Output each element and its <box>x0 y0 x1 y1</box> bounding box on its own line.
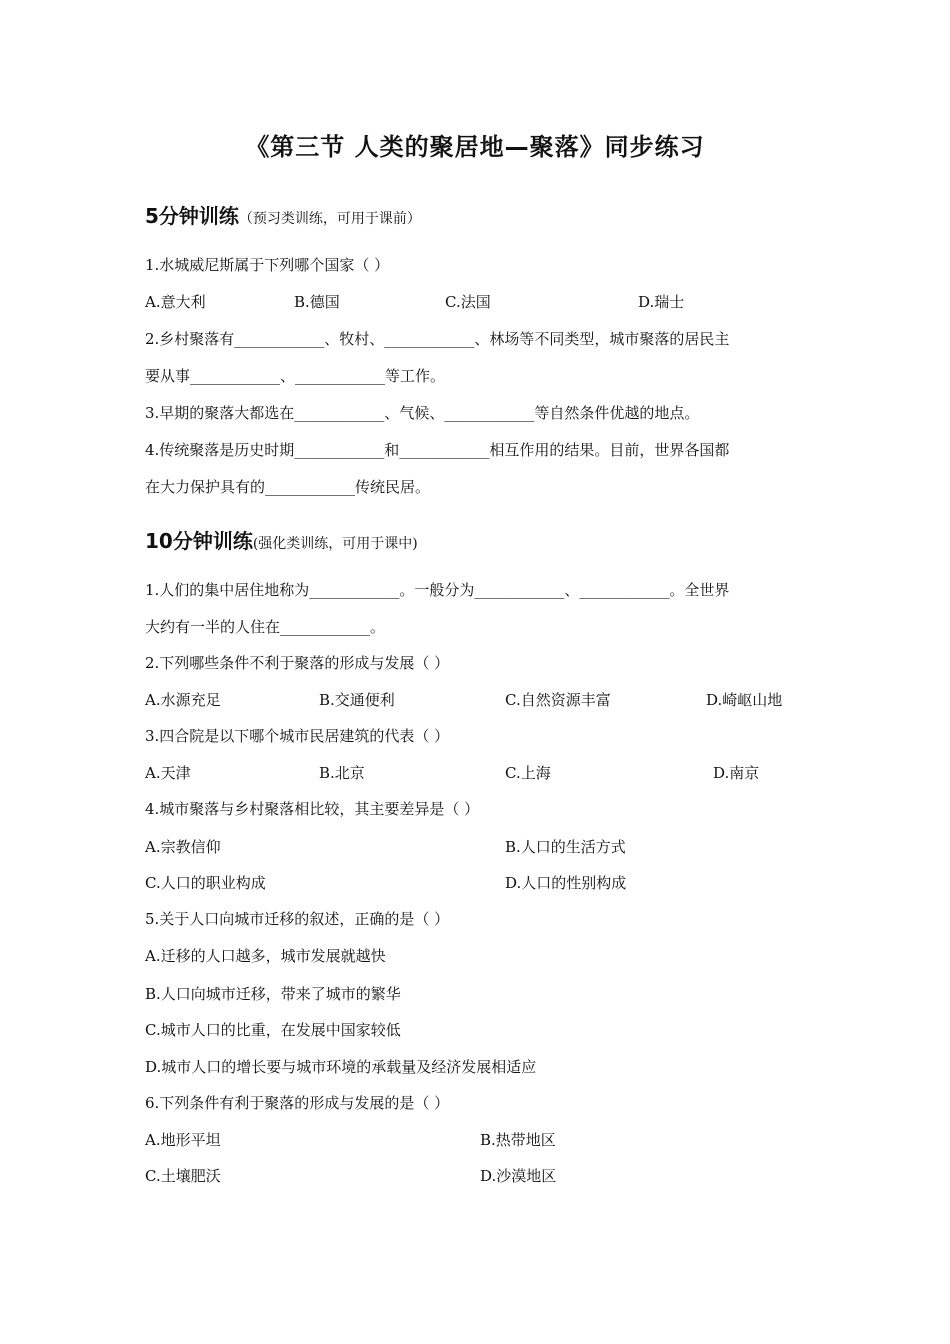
question-text: 3.早期的聚落大都选在____________、气候、____________等自然条件优越的地点。 <box>145 404 700 422</box>
option: A.水源充足 <box>145 691 221 709</box>
option: A.意大利 <box>145 293 206 311</box>
section-10min <box>145 525 418 554</box>
question-text: 要从事____________、____________等工作。 <box>145 367 446 385</box>
option: A.天津 <box>145 764 191 782</box>
option: D.南京 <box>713 764 760 782</box>
option: D.人口的性别构成 <box>505 874 627 892</box>
question-text: 3.四合院是以下哪个城市民居建筑的代表（ ） <box>145 727 450 745</box>
option: B.北京 <box>319 764 365 782</box>
question-text: 2.乡村聚落有____________、牧村、____________、林场等不同类型，城市聚落的居民主 <box>145 330 730 348</box>
question-text: 1.人们的集中居住地称为____________。一般分为____________、____________。全世界 <box>145 581 730 599</box>
option: B.热带地区 <box>480 1131 556 1149</box>
option: C.上海 <box>505 764 551 782</box>
option: C.人口的职业构成 <box>145 874 266 892</box>
section-5min <box>145 200 421 229</box>
question-text: 4.传统聚落是历史时期____________和____________相互作用的结果。目前，世界各国都 <box>145 441 730 459</box>
section-note: （预习类训练，可用于课前） <box>238 211 421 227</box>
document-title: 《第三节 人类的聚居地—聚落》同步练习 <box>245 133 705 161</box>
section-note: (强化类训练，可用于课中) <box>252 536 418 552</box>
option: D.沙漠地区 <box>480 1167 557 1185</box>
option: B.人口的生活方式 <box>505 838 626 856</box>
question-text: 1.水城威尼斯属于下列哪个国家（ ） <box>145 256 390 274</box>
option: A.迁移的人口越多，城市发展就越快 <box>145 947 386 965</box>
option: C.法国 <box>445 293 491 311</box>
option: D.崎岖山地 <box>706 691 783 709</box>
question-text: 6.下列条件有利于聚落的形成与发展的是（ ） <box>145 1094 450 1112</box>
question-text: 大约有一半的人住在____________。 <box>145 618 386 636</box>
option: B.人口向城市迁移，带来了城市的繁华 <box>145 985 401 1003</box>
question-text: 4.城市聚落与乡村聚落相比较，其主要差异是（ ） <box>145 800 480 818</box>
option: C.自然资源丰富 <box>505 691 611 709</box>
option: B.德国 <box>294 293 340 311</box>
option: B.交通便利 <box>319 691 395 709</box>
option: D.城市人口的增长要与城市环境的承载量及经济发展相适应 <box>145 1058 537 1076</box>
option: C.城市人口的比重，在发展中国家较低 <box>145 1021 401 1039</box>
option: A.地形平坦 <box>145 1131 221 1149</box>
section-heading: 10分钟训练 <box>145 529 253 553</box>
option: A.宗教信仰 <box>145 838 221 856</box>
question-text: 2.下列哪些条件不利于聚落的形成与发展（ ） <box>145 654 450 672</box>
section-heading: 5分钟训练 <box>145 204 239 228</box>
question-text: 在大力保护具有的____________传统民居。 <box>145 478 431 496</box>
option: D.瑞士 <box>638 293 685 311</box>
option: C.土壤肥沃 <box>145 1167 221 1185</box>
question-text: 5.关于人口向城市迁移的叙述，正确的是（ ） <box>145 910 450 928</box>
